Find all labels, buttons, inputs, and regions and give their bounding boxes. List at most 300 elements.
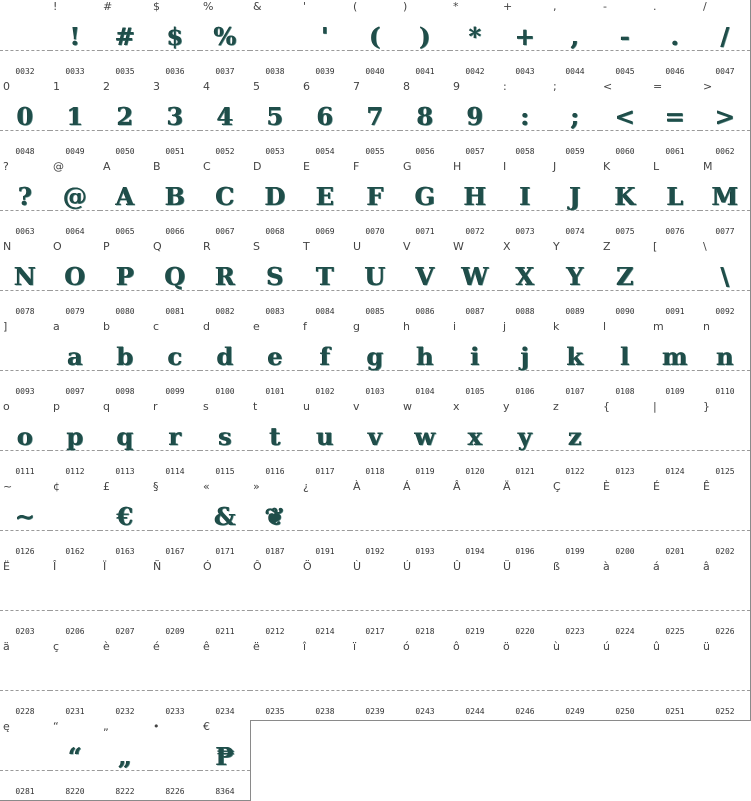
glyph-cell-code: 0055	[365, 147, 385, 156]
glyph-cell-sample: %	[213, 22, 237, 51]
glyph-cell	[500, 240, 551, 321]
glyph-cell-char: Ô	[253, 560, 262, 573]
glyph-cell-code: 0239	[365, 707, 385, 716]
glyph-cell-code: 0194	[465, 547, 485, 556]
glyph-cell-sample: >	[714, 102, 736, 131]
glyph-cell-code: 0080	[115, 307, 135, 316]
glyph-cell-char: T	[303, 240, 310, 253]
glyph-cell-char: G	[403, 160, 412, 173]
glyph-cell	[300, 320, 351, 401]
glyph-cell-sample: M	[711, 182, 739, 211]
glyph-cell	[350, 480, 401, 561]
glyph-cell-sample	[650, 262, 700, 292]
glyph-cell-sample	[600, 582, 650, 612]
glyph-cell-code: 8226	[165, 787, 185, 796]
glyph-cell-sample	[350, 502, 400, 532]
glyph-cell-char: y	[503, 400, 510, 413]
glyph-cell	[150, 320, 201, 401]
glyph-cell-code: 0162	[65, 547, 85, 556]
glyph-cell-sample	[400, 582, 450, 612]
glyph-cell-char: »	[253, 480, 260, 493]
glyph-cell-char: î	[303, 640, 307, 653]
glyph-cell-char: Á	[403, 480, 411, 493]
glyph-cell	[650, 0, 701, 81]
glyph-cell-sample: @	[63, 182, 87, 211]
glyph-cell-sample: X	[515, 262, 535, 291]
glyph-cell	[0, 400, 51, 481]
glyph-cell-code: 0038	[265, 67, 285, 76]
glyph-cell-code: 0281	[15, 787, 35, 796]
glyph-cell-sample: j	[520, 342, 530, 371]
glyph-cell-char: Ó	[203, 560, 212, 573]
glyph-cell-char: 4	[203, 80, 210, 93]
glyph-cell-sample: Z	[616, 262, 634, 291]
glyph-cell-char: p	[53, 400, 60, 413]
glyph-cell	[650, 160, 701, 241]
glyph-cell	[150, 560, 201, 641]
glyph-cell-char: >	[703, 80, 713, 93]
glyph-cell	[350, 0, 401, 81]
glyph-cell-char: }	[703, 400, 710, 413]
glyph-cell	[700, 400, 751, 481]
glyph-cell-sample	[300, 582, 350, 612]
glyph-cell-char: m	[653, 320, 664, 333]
glyph-cell-char: «	[203, 480, 210, 493]
glyph-cell-sample: F	[366, 182, 384, 211]
glyph-cell-sample: ❦	[264, 502, 286, 531]
glyph-cell	[100, 0, 151, 81]
glyph-cell	[100, 400, 151, 481]
glyph-cell-char: ~	[3, 480, 13, 493]
glyph-cell	[0, 240, 51, 321]
glyph-cell-sample	[650, 582, 700, 612]
glyph-cell-sample: R	[215, 262, 235, 291]
glyph-cell-code: 0116	[265, 467, 285, 476]
glyph-cell-sample	[600, 502, 650, 532]
glyph-cell-code: 0206	[65, 627, 85, 636]
glyph-cell-code: 0225	[665, 627, 685, 636]
glyph-cell-sample: ~	[14, 502, 36, 531]
glyph-cell-sample: a	[67, 342, 83, 371]
glyph-cell-char: -	[603, 0, 607, 13]
glyph-cell-sample: m	[662, 342, 688, 371]
glyph-cell-sample: u	[316, 422, 334, 451]
glyph-cell	[250, 240, 301, 321]
glyph-cell	[100, 560, 151, 641]
glyph-cell-sample: 0	[16, 102, 34, 131]
glyph-cell-char: o	[3, 400, 10, 413]
glyph-cell-sample: J	[569, 182, 581, 211]
glyph-cell-char: $	[153, 0, 160, 13]
glyph-cell-char: w	[403, 400, 412, 413]
glyph-cell-sample: ;	[570, 102, 580, 131]
glyph-cell	[450, 160, 501, 241]
glyph-cell-sample: '	[321, 22, 329, 51]
glyph-cell-char: C	[203, 160, 211, 173]
glyph-cell-sample: 6	[316, 102, 334, 131]
glyph-cell-char: Î	[53, 560, 57, 573]
glyph-cell-sample	[0, 742, 50, 772]
glyph-cell	[550, 160, 601, 241]
glyph-cell-sample: 9	[466, 102, 484, 131]
glyph-cell-char: s	[203, 400, 209, 413]
glyph-cell-char: i	[453, 320, 457, 333]
glyph-cell-code: 0040	[365, 67, 385, 76]
glyph-cell-code: 0214	[315, 627, 335, 636]
glyph-cell-sample	[100, 582, 150, 612]
glyph-cell-char: c	[153, 320, 160, 333]
glyph-cell-char: Ï	[103, 560, 107, 573]
glyph-cell-sample: q	[116, 422, 134, 451]
glyph-cell-sample	[200, 582, 250, 612]
glyph-cell-code: 0093	[15, 387, 35, 396]
glyph-cell-char: 7	[353, 80, 360, 93]
glyph-cell-char: d	[203, 320, 210, 333]
glyph-cell-code: 0065	[115, 227, 135, 236]
glyph-cell-code: 0163	[115, 547, 135, 556]
glyph-cell-char: X	[503, 240, 511, 253]
glyph-cell	[150, 720, 201, 801]
glyph-cell-code: 0226	[715, 627, 735, 636]
glyph-cell	[300, 240, 351, 321]
glyph-cell-sample: l	[620, 342, 630, 371]
glyph-cell-sample: h	[416, 342, 434, 371]
glyph-cell-code: 0082	[215, 307, 235, 316]
glyph-cell-sample: &	[214, 502, 236, 531]
glyph-cell-sample: (	[369, 22, 381, 51]
glyph-cell	[500, 560, 551, 641]
glyph-cell-sample	[150, 662, 200, 692]
glyph-cell	[50, 80, 101, 161]
glyph-cell	[700, 160, 751, 241]
glyph-cell	[150, 0, 201, 81]
glyph-cell-code: 0199	[565, 547, 585, 556]
glyph-cell-code: 0112	[65, 467, 85, 476]
glyph-cell-code: 0078	[15, 307, 35, 316]
glyph-cell-sample	[50, 502, 100, 532]
glyph-cell-sample	[550, 662, 600, 692]
glyph-cell-char: ¢	[53, 480, 60, 493]
glyph-cell	[50, 240, 101, 321]
glyph-cell-char: Ñ	[153, 560, 162, 573]
glyph-cell-sample: C	[215, 182, 235, 211]
glyph-cell-code: 0081	[165, 307, 185, 316]
glyph-cell	[350, 240, 401, 321]
glyph-cell-sample: ₱	[215, 742, 235, 771]
glyph-cell-char: N	[3, 240, 12, 253]
glyph-cell-sample: S	[266, 262, 284, 291]
glyph-cell	[500, 640, 551, 721]
glyph-cell-code: 0077	[715, 227, 735, 236]
glyph-cell-sample: B	[164, 182, 186, 211]
glyph-cell	[150, 480, 201, 561]
glyph-cell-sample: e	[267, 342, 283, 371]
glyph-cell-code: 0066	[165, 227, 185, 236]
glyph-cell	[0, 560, 51, 641]
glyph-cell-code: 0232	[115, 707, 135, 716]
glyph-cell-sample	[700, 422, 750, 452]
glyph-cell-char: E	[303, 160, 310, 173]
glyph-cell-code: 0069	[315, 227, 335, 236]
glyph-cell	[0, 640, 51, 721]
glyph-cell-code: 0244	[465, 707, 485, 716]
glyph-cell-char: „	[103, 720, 109, 733]
glyph-cell-sample: 8	[416, 102, 434, 131]
glyph-cell-char: Ú	[403, 560, 412, 573]
glyph-cell-sample: w	[414, 422, 436, 451]
glyph-cell	[0, 0, 51, 81]
glyph-cell-sample: +	[514, 22, 536, 51]
glyph-cell-sample: H	[463, 182, 487, 211]
glyph-cell-code: 0083	[265, 307, 285, 316]
glyph-cell-char: ë	[253, 640, 260, 653]
glyph-cell	[450, 400, 501, 481]
glyph-cell-sample: x	[467, 422, 483, 451]
glyph-cell	[0, 80, 51, 161]
glyph-cell-sample: Y	[566, 262, 584, 291]
glyph-cell	[700, 560, 751, 641]
glyph-cell-code: 0117	[315, 467, 335, 476]
glyph-cell	[400, 400, 451, 481]
glyph-cell-sample	[550, 582, 600, 612]
glyph-cell-char: €	[203, 720, 210, 733]
glyph-cell-sample: 7	[366, 102, 384, 131]
glyph-cell-sample	[300, 502, 350, 532]
glyph-cell-code: 0073	[515, 227, 535, 236]
glyph-cell-sample: $	[166, 22, 184, 51]
glyph-cell-code: 0064	[65, 227, 85, 236]
glyph-cell-sample: i	[470, 342, 480, 371]
glyph-cell-char: #	[103, 0, 113, 13]
glyph-cell-code: 0246	[515, 707, 535, 716]
glyph-cell-sample: <	[614, 102, 636, 131]
glyph-cell-code: 0102	[315, 387, 335, 396]
glyph-cell	[150, 160, 201, 241]
glyph-cell-char: k	[553, 320, 560, 333]
glyph-cell-sample	[0, 342, 50, 372]
glyph-cell-sample: Q	[164, 262, 186, 291]
glyph-cell-sample: A	[115, 182, 135, 211]
glyph-cell-code: 0207	[115, 627, 135, 636]
glyph-cell-code: 0126	[15, 547, 35, 556]
glyph-cell-code: 0057	[465, 147, 485, 156]
glyph-cell-char: 9	[453, 80, 460, 93]
glyph-cell-code: 0052	[215, 147, 235, 156]
glyph-cell-sample: =	[664, 102, 686, 131]
glyph-cell	[500, 480, 551, 561]
glyph-cell	[700, 320, 751, 401]
glyph-cell-char: ß	[553, 560, 560, 573]
glyph-cell	[100, 640, 151, 721]
glyph-cell-char: Y	[553, 240, 560, 253]
glyph-cell-char: ç	[53, 640, 60, 653]
glyph-cell-char: Z	[603, 240, 611, 253]
glyph-cell-sample	[450, 662, 500, 692]
glyph-cell	[700, 640, 751, 721]
glyph-cell-sample: W	[461, 262, 489, 291]
glyph-cell-char: :	[503, 80, 507, 93]
glyph-cell-sample	[150, 502, 200, 532]
glyph-cell	[50, 400, 101, 481]
glyph-cell	[200, 240, 251, 321]
glyph-cell	[550, 400, 601, 481]
glyph-cell-sample: d	[216, 342, 234, 371]
glyph-cell-sample: P	[115, 262, 135, 291]
glyph-cell	[700, 80, 751, 161]
glyph-cell	[600, 240, 651, 321]
glyph-cell-char: Û	[453, 560, 462, 573]
glyph-cell-code: 0209	[165, 627, 185, 636]
glyph-cell-code: 8220	[65, 787, 85, 796]
glyph-cell-sample: /	[720, 22, 730, 51]
glyph-cell-char: 2	[103, 80, 110, 93]
glyph-cell-sample: k	[566, 342, 584, 371]
glyph-cell-char: §	[153, 480, 159, 493]
glyph-cell-sample: ,	[570, 22, 580, 51]
glyph-cell-sample: :	[520, 102, 530, 131]
glyph-cell-code: 0032	[15, 67, 35, 76]
glyph-cell-sample: g	[366, 342, 384, 371]
glyph-cell-char: I	[503, 160, 507, 173]
glyph-cell-code: 0086	[415, 307, 435, 316]
glyph-cell-code: 0119	[415, 467, 435, 476]
glyph-cell-code: 0060	[615, 147, 635, 156]
glyph-cell-char: x	[453, 400, 460, 413]
glyph-cell	[500, 320, 551, 401]
glyph-cell-char: l	[603, 320, 607, 333]
glyph-cell	[50, 160, 101, 241]
glyph-cell	[350, 160, 401, 241]
glyph-cell-char: .	[653, 0, 657, 13]
glyph-cell-code: 0223	[565, 627, 585, 636]
glyph-cell-char: ;	[553, 80, 557, 93]
glyph-cell-char: 0	[3, 80, 10, 93]
glyph-cell	[500, 80, 551, 161]
glyph-cell-code: 0106	[515, 387, 535, 396]
glyph-cell-sample	[600, 422, 650, 452]
glyph-cell-code: 0218	[415, 627, 435, 636]
glyph-cell	[600, 0, 651, 81]
glyph-cell-sample: #	[114, 22, 136, 51]
glyph-cell-sample	[700, 502, 750, 532]
glyph-cell	[200, 160, 251, 241]
glyph-cell	[250, 320, 301, 401]
glyph-cell-code: 0045	[615, 67, 635, 76]
glyph-cell-code: 0101	[265, 387, 285, 396]
glyph-cell-code: 0059	[565, 147, 585, 156]
glyph-cell	[550, 560, 601, 641]
glyph-cell-char: )	[403, 0, 408, 13]
glyph-cell-char: |	[653, 400, 657, 413]
glyph-cell-code: 0249	[565, 707, 585, 716]
glyph-cell-code: 0121	[515, 467, 535, 476]
glyph-cell-code: 0235	[265, 707, 285, 716]
glyph-cell-sample: 4	[216, 102, 234, 131]
glyph-cell-code: 0037	[215, 67, 235, 76]
glyph-cell-char: '	[303, 0, 307, 13]
glyph-cell-code: 8364	[215, 787, 235, 796]
glyph-cell-char: H	[453, 160, 462, 173]
glyph-cell	[650, 640, 701, 721]
glyph-cell-char: Ù	[353, 560, 362, 573]
glyph-cell-sample: \	[720, 262, 730, 291]
glyph-cell-code: 0251	[665, 707, 685, 716]
glyph-cell	[400, 80, 451, 161]
glyph-cell	[400, 160, 451, 241]
glyph-cell-char: n	[703, 320, 710, 333]
glyph-cell-char: @	[53, 160, 64, 173]
glyph-cell	[100, 320, 151, 401]
glyph-cell	[450, 80, 501, 161]
glyph-cell	[350, 400, 401, 481]
glyph-cell	[650, 320, 701, 401]
glyph-cell-code: 0068	[265, 227, 285, 236]
glyph-cell-sample	[450, 582, 500, 612]
glyph-cell-code: 0109	[665, 387, 685, 396]
glyph-cell-code: 0041	[415, 67, 435, 76]
glyph-cell-sample	[450, 502, 500, 532]
glyph-cell-code: 0211	[215, 627, 235, 636]
glyph-cell-sample: I	[519, 182, 531, 211]
glyph-cell-char: K	[603, 160, 611, 173]
glyph-cell	[650, 80, 701, 161]
glyph-cell	[400, 0, 451, 81]
glyph-cell-char: Ü	[503, 560, 512, 573]
glyph-cell	[400, 560, 451, 641]
glyph-cell-char: U	[353, 240, 362, 253]
glyph-cell	[550, 640, 601, 721]
glyph-cell	[50, 480, 101, 561]
glyph-cell-char: Ö	[303, 560, 312, 573]
glyph-cell-code: 0196	[515, 547, 535, 556]
glyph-cell-code: 0122	[565, 467, 585, 476]
glyph-cell	[50, 0, 101, 81]
glyph-cell-code: 0089	[565, 307, 585, 316]
glyph-cell-char: !	[53, 0, 58, 13]
glyph-cell	[700, 0, 751, 81]
glyph-cell-sample	[0, 22, 50, 52]
glyph-cell-sample	[300, 662, 350, 692]
glyph-cell-sample: p	[66, 422, 84, 451]
glyph-cell-sample	[400, 662, 450, 692]
glyph-cell	[200, 560, 251, 641]
glyph-cell-code: 0084	[315, 307, 335, 316]
glyph-cell-char: à	[603, 560, 610, 573]
glyph-cell-sample: o	[16, 422, 33, 451]
glyph-cell-code: 0036	[165, 67, 185, 76]
glyph-cell-char: ù	[553, 640, 560, 653]
glyph-cell	[200, 480, 251, 561]
glyph-cell-char: â	[703, 560, 710, 573]
glyph-cell	[250, 480, 301, 561]
glyph-cell-char: D	[253, 160, 262, 173]
glyph-cell-char: O	[53, 240, 62, 253]
glyph-cell-sample: -	[620, 22, 630, 51]
glyph-cell	[0, 320, 51, 401]
glyph-cell-code: 0074	[565, 227, 585, 236]
glyph-cell-code: 0049	[65, 147, 85, 156]
glyph-cell-char: Ë	[3, 560, 10, 573]
glyph-cell-sample	[700, 662, 750, 692]
glyph-cell-char: L	[653, 160, 660, 173]
glyph-cell	[450, 240, 501, 321]
glyph-cell	[600, 400, 651, 481]
glyph-cell-char: ê	[203, 640, 210, 653]
glyph-cell-code: 0091	[665, 307, 685, 316]
glyph-cell	[700, 240, 751, 321]
glyph-cell-sample: ?	[17, 182, 33, 211]
glyph-cell-sample: 3	[166, 102, 184, 131]
